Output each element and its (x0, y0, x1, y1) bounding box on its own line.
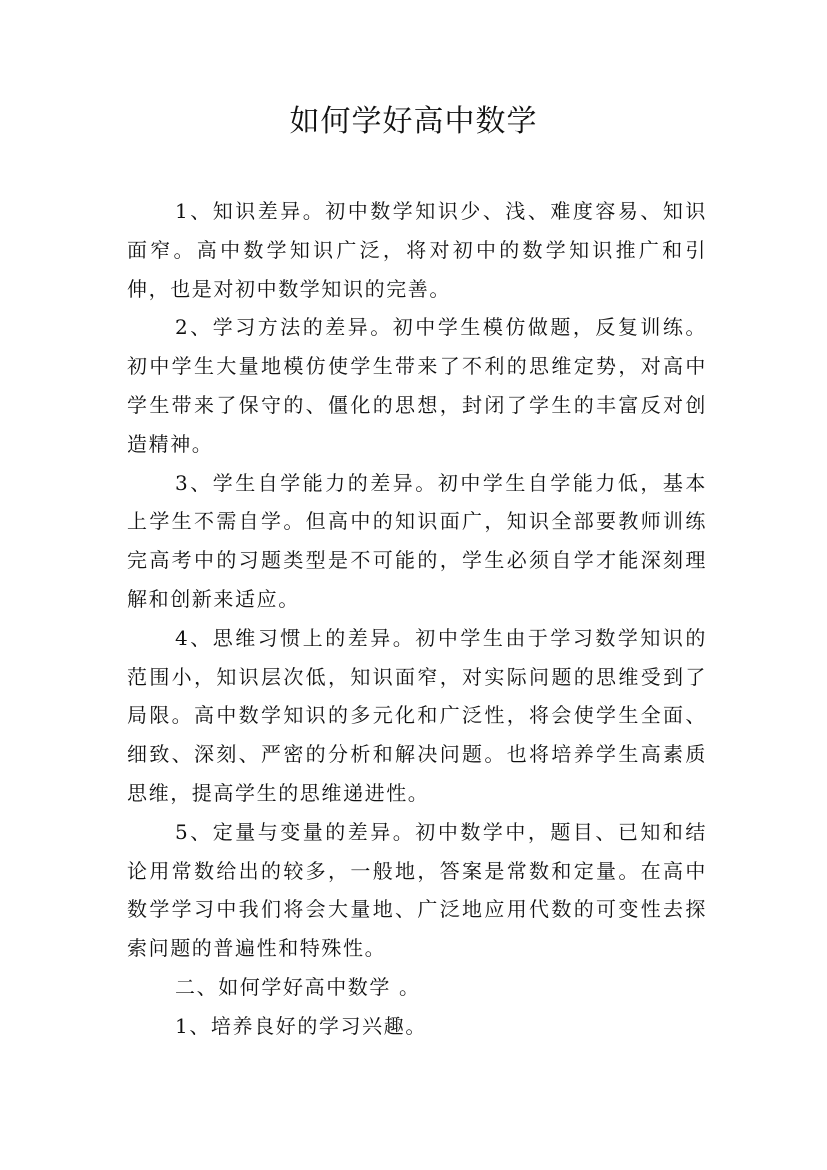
paragraph-learning-method-difference: 2、学习方法的差异。初中学生模仿做题，反复训练。初中学生大量地模仿使学生带来了不利的思维定势，对高中学生带来了保守的、僵化的思想，封闭了学生的丰富反对创造精神。 (127, 315, 707, 456)
document-title: 如何学好高中数学 (289, 104, 538, 139)
section-heading-how-to-learn: 二、如何学好高中数学 。 (175, 974, 421, 999)
paragraph-constant-variable-difference: 5、定量与变量的差异。初中数学中，题目、已知和结论用常数给出的较多，一般地，答案是常数和定量。在高中数学学习中我们将会大量地、广泛地应用代数的可变性去探索问题的普遍性和特殊性。 (127, 819, 707, 961)
document-body (127, 192, 707, 1046)
paragraph-thinking-habit-difference: 4、思维习惯上的差异。初中学生由于学习数学知识的范围小，知识层次低，知识面窄，对实际问题的思维受到了局限。高中数学知识的多元化和广泛性，将会使学生全面、细致、深刻、严密的分析和解决问题。也将培养学生高素质思维，提高学生的思维递进性。 (127, 625, 707, 805)
paragraph-knowledge-difference: 1、知识差异。初中数学知识少、浅、难度容易、知识面窄。高中数学知识广泛，将对初中的数学知识推广和引伸，也是对初中数学知识的完善。 (127, 199, 707, 301)
paragraph-self-study-difference: 3、学生自学能力的差异。初中学生自学能力低，基本上学生不需自学。但高中的知识面广，知识全部要教师训练完高考中的习题类型是不可能的，学生必须自学才能深刻理解和创新来适应。 (127, 470, 707, 611)
paragraph-interest: 1、培养良好的学习兴趣。 (175, 1013, 427, 1038)
